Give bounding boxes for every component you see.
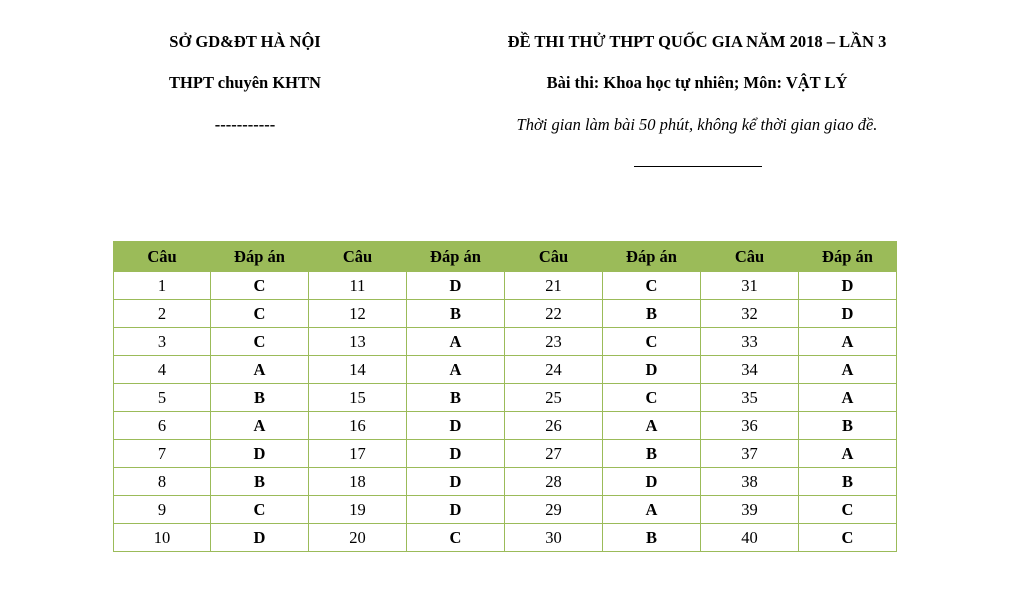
answer-table-body [114, 272, 897, 552]
header-dap-an: Đáp án [407, 242, 505, 272]
title-underline [634, 166, 762, 167]
answer-cell: D [407, 412, 505, 440]
table-row [114, 328, 897, 356]
left-divider-dashes: ----------- [214, 115, 276, 134]
answer-cell: B [603, 524, 701, 552]
question-number-cell: 14 [309, 356, 407, 384]
answer-cell: B [799, 412, 897, 440]
question-number-cell: 1 [114, 272, 211, 300]
question-number-cell: 39 [701, 496, 799, 524]
answer-cell: B [407, 384, 505, 412]
question-number-cell: 21 [505, 272, 603, 300]
exam-duration: Thời gian làm bài 50 phút, không kể thời gian giao đề. [516, 115, 878, 134]
table-row [114, 356, 897, 384]
answer-cell: D [603, 356, 701, 384]
table-row [114, 496, 897, 524]
answer-cell: C [799, 524, 897, 552]
header-cau: Câu [505, 242, 603, 272]
question-number-cell: 13 [309, 328, 407, 356]
question-number-cell: 18 [309, 468, 407, 496]
header-cau: Câu [701, 242, 799, 272]
question-number-cell: 11 [309, 272, 407, 300]
answer-cell: B [211, 384, 309, 412]
question-number-cell: 28 [505, 468, 603, 496]
question-number-cell: 16 [309, 412, 407, 440]
answer-cell: D [407, 468, 505, 496]
answer-cell: D [211, 440, 309, 468]
answer-cell: C [603, 328, 701, 356]
answer-cell: A [799, 440, 897, 468]
answer-cell: A [407, 356, 505, 384]
question-number-cell: 32 [701, 300, 799, 328]
question-number-cell: 24 [505, 356, 603, 384]
answer-cell: C [211, 496, 309, 524]
question-number-cell: 31 [701, 272, 799, 300]
question-number-cell: 25 [505, 384, 603, 412]
answer-cell: C [407, 524, 505, 552]
answer-cell: B [603, 440, 701, 468]
question-number-cell: 17 [309, 440, 407, 468]
question-number-cell: 15 [309, 384, 407, 412]
question-number-cell: 37 [701, 440, 799, 468]
answer-cell: C [799, 496, 897, 524]
question-number-cell: 20 [309, 524, 407, 552]
header-cau: Câu [114, 242, 211, 272]
question-number-cell: 36 [701, 412, 799, 440]
answer-cell: A [603, 496, 701, 524]
question-number-cell: 33 [701, 328, 799, 356]
answer-cell: A [603, 412, 701, 440]
answer-cell: C [211, 300, 309, 328]
answer-cell: D [407, 440, 505, 468]
answer-cell: D [407, 272, 505, 300]
question-number-cell: 6 [114, 412, 211, 440]
exam-title: ĐỀ THI THỬ THPT QUỐC GIA NĂM 2018 – LẦN 3 [507, 32, 887, 51]
answer-cell: A [799, 328, 897, 356]
header-dap-an: Đáp án [603, 242, 701, 272]
header-dap-an: Đáp án [211, 242, 309, 272]
question-number-cell: 23 [505, 328, 603, 356]
answer-cell: B [211, 468, 309, 496]
answer-cell: A [799, 384, 897, 412]
table-row [114, 468, 897, 496]
answer-cell: A [211, 356, 309, 384]
answer-cell: C [211, 328, 309, 356]
answer-cell: A [211, 412, 309, 440]
question-number-cell: 5 [114, 384, 211, 412]
table-header-row [114, 242, 897, 272]
table-row [114, 524, 897, 552]
school-name: THPT chuyên KHTN [169, 73, 321, 92]
answer-cell: D [799, 272, 897, 300]
question-number-cell: 29 [505, 496, 603, 524]
answer-cell: D [799, 300, 897, 328]
answer-cell: C [603, 384, 701, 412]
question-number-cell: 2 [114, 300, 211, 328]
answer-key-table [113, 241, 897, 552]
question-number-cell: 34 [701, 356, 799, 384]
header-cau: Câu [309, 242, 407, 272]
question-number-cell: 30 [505, 524, 603, 552]
school-department: SỞ GD&ĐT HÀ NỘI [169, 32, 321, 51]
answer-cell: C [211, 272, 309, 300]
answer-cell: A [799, 356, 897, 384]
question-number-cell: 38 [701, 468, 799, 496]
answer-cell: A [407, 328, 505, 356]
question-number-cell: 35 [701, 384, 799, 412]
answer-cell: D [211, 524, 309, 552]
question-number-cell: 3 [114, 328, 211, 356]
answer-cell: C [603, 272, 701, 300]
question-number-cell: 22 [505, 300, 603, 328]
question-number-cell: 9 [114, 496, 211, 524]
table-row [114, 300, 897, 328]
question-number-cell: 4 [114, 356, 211, 384]
question-number-cell: 12 [309, 300, 407, 328]
table-row [114, 384, 897, 412]
exam-subject: Bài thi: Khoa học tự nhiên; Môn: VẬT LÝ [546, 73, 848, 92]
answer-cell: B [407, 300, 505, 328]
answer-cell: B [603, 300, 701, 328]
answer-cell: B [799, 468, 897, 496]
question-number-cell: 26 [505, 412, 603, 440]
answer-cell: D [407, 496, 505, 524]
question-number-cell: 40 [701, 524, 799, 552]
table-row [114, 440, 897, 468]
question-number-cell: 27 [505, 440, 603, 468]
answer-cell: D [603, 468, 701, 496]
table-row [114, 272, 897, 300]
question-number-cell: 8 [114, 468, 211, 496]
question-number-cell: 19 [309, 496, 407, 524]
question-number-cell: 10 [114, 524, 211, 552]
table-row [114, 412, 897, 440]
header-dap-an: Đáp án [799, 242, 897, 272]
question-number-cell: 7 [114, 440, 211, 468]
